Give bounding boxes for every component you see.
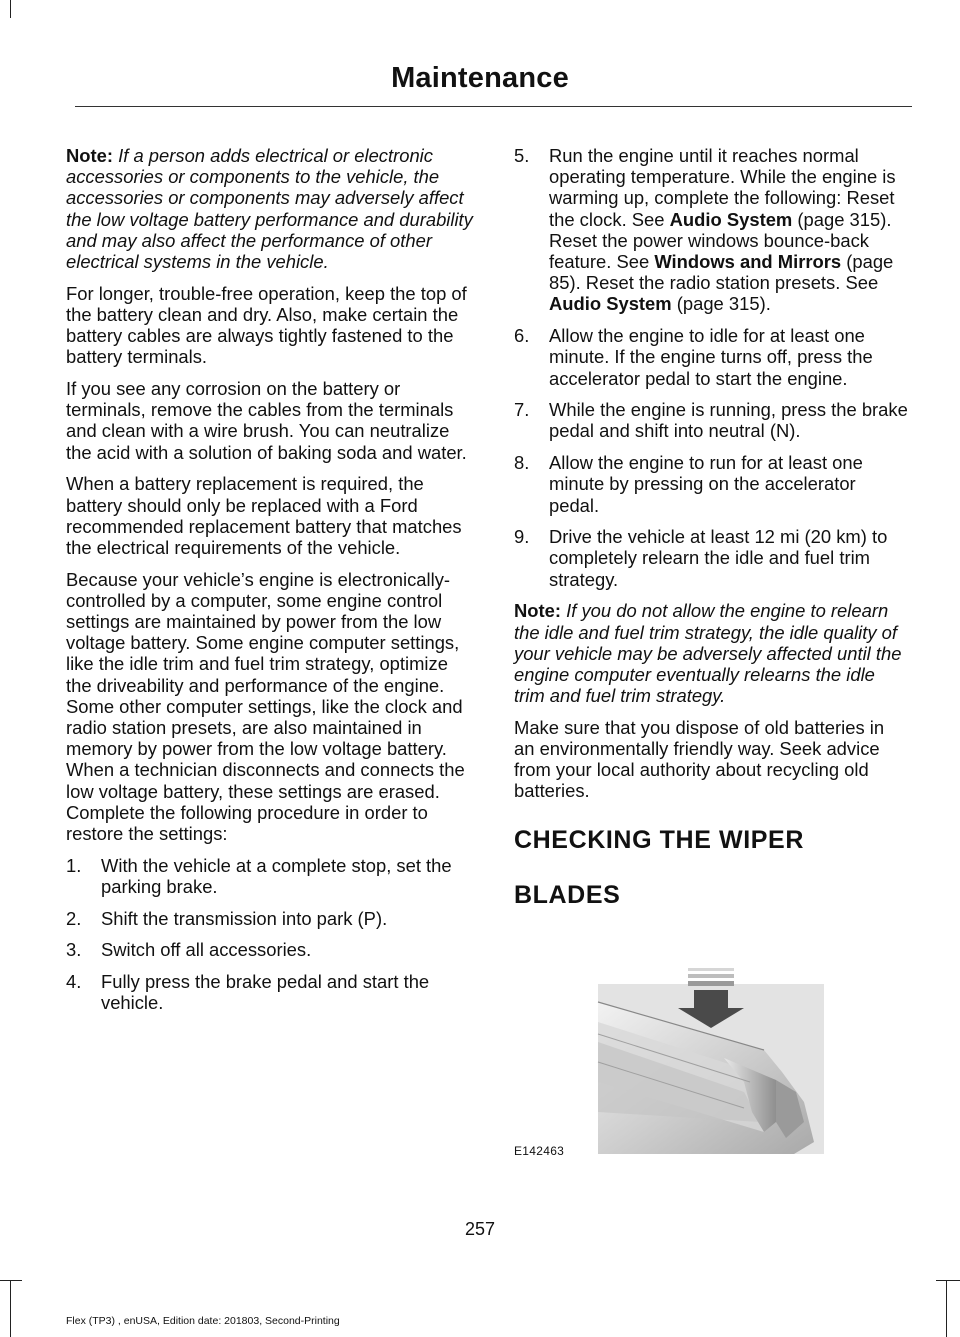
note-label: Note:	[514, 600, 561, 622]
body-paragraph: Make sure that you dispose of old batteries in an environmentally friendly way. Seek advice from your local authority about recycling old batteries.	[514, 716, 885, 802]
right-column	[514, 145, 909, 936]
note-label: Note:	[66, 145, 113, 166]
step-number: 2.	[66, 907, 82, 929]
crop-mark	[10, 0, 11, 18]
left-column	[66, 145, 476, 1024]
step-text: Allow the engine to idle for at least one minute. If the engine turns off, press the accelerator pedal to start the engine.	[549, 325, 873, 389]
step-number: 5.	[514, 145, 530, 166]
arrow-fade-bar	[688, 968, 734, 971]
list-item	[514, 145, 909, 315]
list-item	[66, 939, 476, 960]
edition-footer: Flex (TP3) , enUSA, Edition date: 201803, Second-Printing	[66, 1315, 340, 1327]
list-item	[66, 855, 476, 897]
step-text: Fully press the brake pedal and start the vehicle.	[101, 971, 430, 1014]
body-paragraph: If you see any corrosion on the battery or terminals, remove the cables from the terminals and clean with a wire brush. You can neutralize the acid with a solution of baking soda and water.	[66, 378, 467, 463]
cross-reference-link[interactable]: Windows and Mirrors	[654, 251, 842, 273]
section-heading	[514, 826, 909, 909]
list-item	[514, 526, 909, 590]
step-text: Shift the transmission into park (P).	[101, 907, 388, 929]
cross-reference-link[interactable]: Audio System	[669, 208, 793, 230]
list-item	[514, 325, 909, 389]
cross-reference-link[interactable]: Audio System	[549, 293, 672, 315]
list-item	[66, 908, 476, 929]
step-number: 4.	[66, 971, 82, 993]
header-divider	[75, 106, 912, 107]
arrow-fade-bar	[688, 981, 734, 986]
figure-code: E142463	[514, 1144, 565, 1158]
section-heading-line: CHECKING THE WIPER	[514, 825, 804, 854]
procedure-list	[66, 855, 476, 1014]
body-paragraph: When a battery replacement is required, the battery should only be replaced with a Ford recommended replacement battery that matches the electrical requirements of the vehicle.	[66, 473, 462, 558]
crop-mark	[10, 1280, 11, 1337]
list-item	[514, 452, 909, 516]
step-text: With the vehicle at a complete stop, set the parking brake.	[101, 854, 452, 897]
step-text: Drive the vehicle at least 12 mi (20 km) to completely relearn the idle and fuel trim strategy.	[549, 526, 888, 590]
step-text: (page 85). Reset the radio station presets. See	[549, 251, 894, 294]
body-paragraph: For longer, trouble-free operation, keep the top of the battery clean and dry. Also, make certain the battery cables are always tightly fastened to the battery terminals.	[66, 282, 467, 368]
body-paragraph: Because your vehicle’s engine is electronically-controlled by a computer, some engine control settings are maintained by power from the low voltage battery. Some engine computer settings, like the idle trim and fuel trim strategy, optimize the driveability and performance of the engine. Some other computer settings, like the clock and radio station presets, are also maintained in memory by power from the low voltage battery. When a technician disconnects and connects the low voltage battery, these settings are erased. Complete the following procedure in order to restore the settings:	[66, 568, 465, 845]
step-number: 8.	[514, 452, 530, 474]
crop-mark	[936, 1280, 960, 1281]
list-item	[66, 971, 476, 1013]
procedure-list	[514, 145, 909, 590]
step-text: Allow the engine to run for at least one minute by pressing on the accelerator pedal.	[549, 452, 863, 516]
crop-mark	[0, 1280, 22, 1281]
wiper-blade-illustration	[514, 962, 912, 1164]
step-text: While the engine is running, press the brake pedal and shift into neutral (N).	[549, 399, 908, 442]
page-number: 257	[464, 1219, 496, 1239]
arrow-fade-bar	[688, 974, 734, 978]
step-number: 9.	[514, 526, 530, 548]
step-number: 7.	[514, 399, 530, 421]
note-text: If a person adds electrical or electronic accessories or components to the vehicle, the accessories or components may adversely affect the low voltage battery performance and durability and may also affect the performance of other electrical systems in the vehicle.	[66, 145, 473, 273]
step-number: 6.	[514, 325, 530, 347]
section-heading-line: BLADES	[514, 880, 621, 909]
note-paragraph	[66, 145, 476, 272]
step-text: Run the engine until it reaches normal operating temperature. While the engine is warming up, complete the following: Reset the clock. See	[549, 145, 896, 230]
list-item	[514, 399, 909, 441]
step-text: (page 315).	[671, 293, 771, 315]
step-number: 3.	[66, 939, 82, 961]
page-title: Maintenance	[391, 62, 569, 94]
note-paragraph	[514, 600, 909, 706]
crop-mark	[946, 1280, 947, 1337]
note-text: If you do not allow the engine to relearn the idle and fuel trim strategy, the idle quality of your vehicle may be adversely affected until the engine computer eventually relearns the idle trim and fuel trim strategy.	[514, 600, 902, 707]
step-number: 1.	[66, 854, 82, 876]
step-text: (page 315). Reset the power windows bounce-back feature. See	[549, 208, 892, 273]
step-text: Switch off all accessories.	[101, 939, 312, 961]
